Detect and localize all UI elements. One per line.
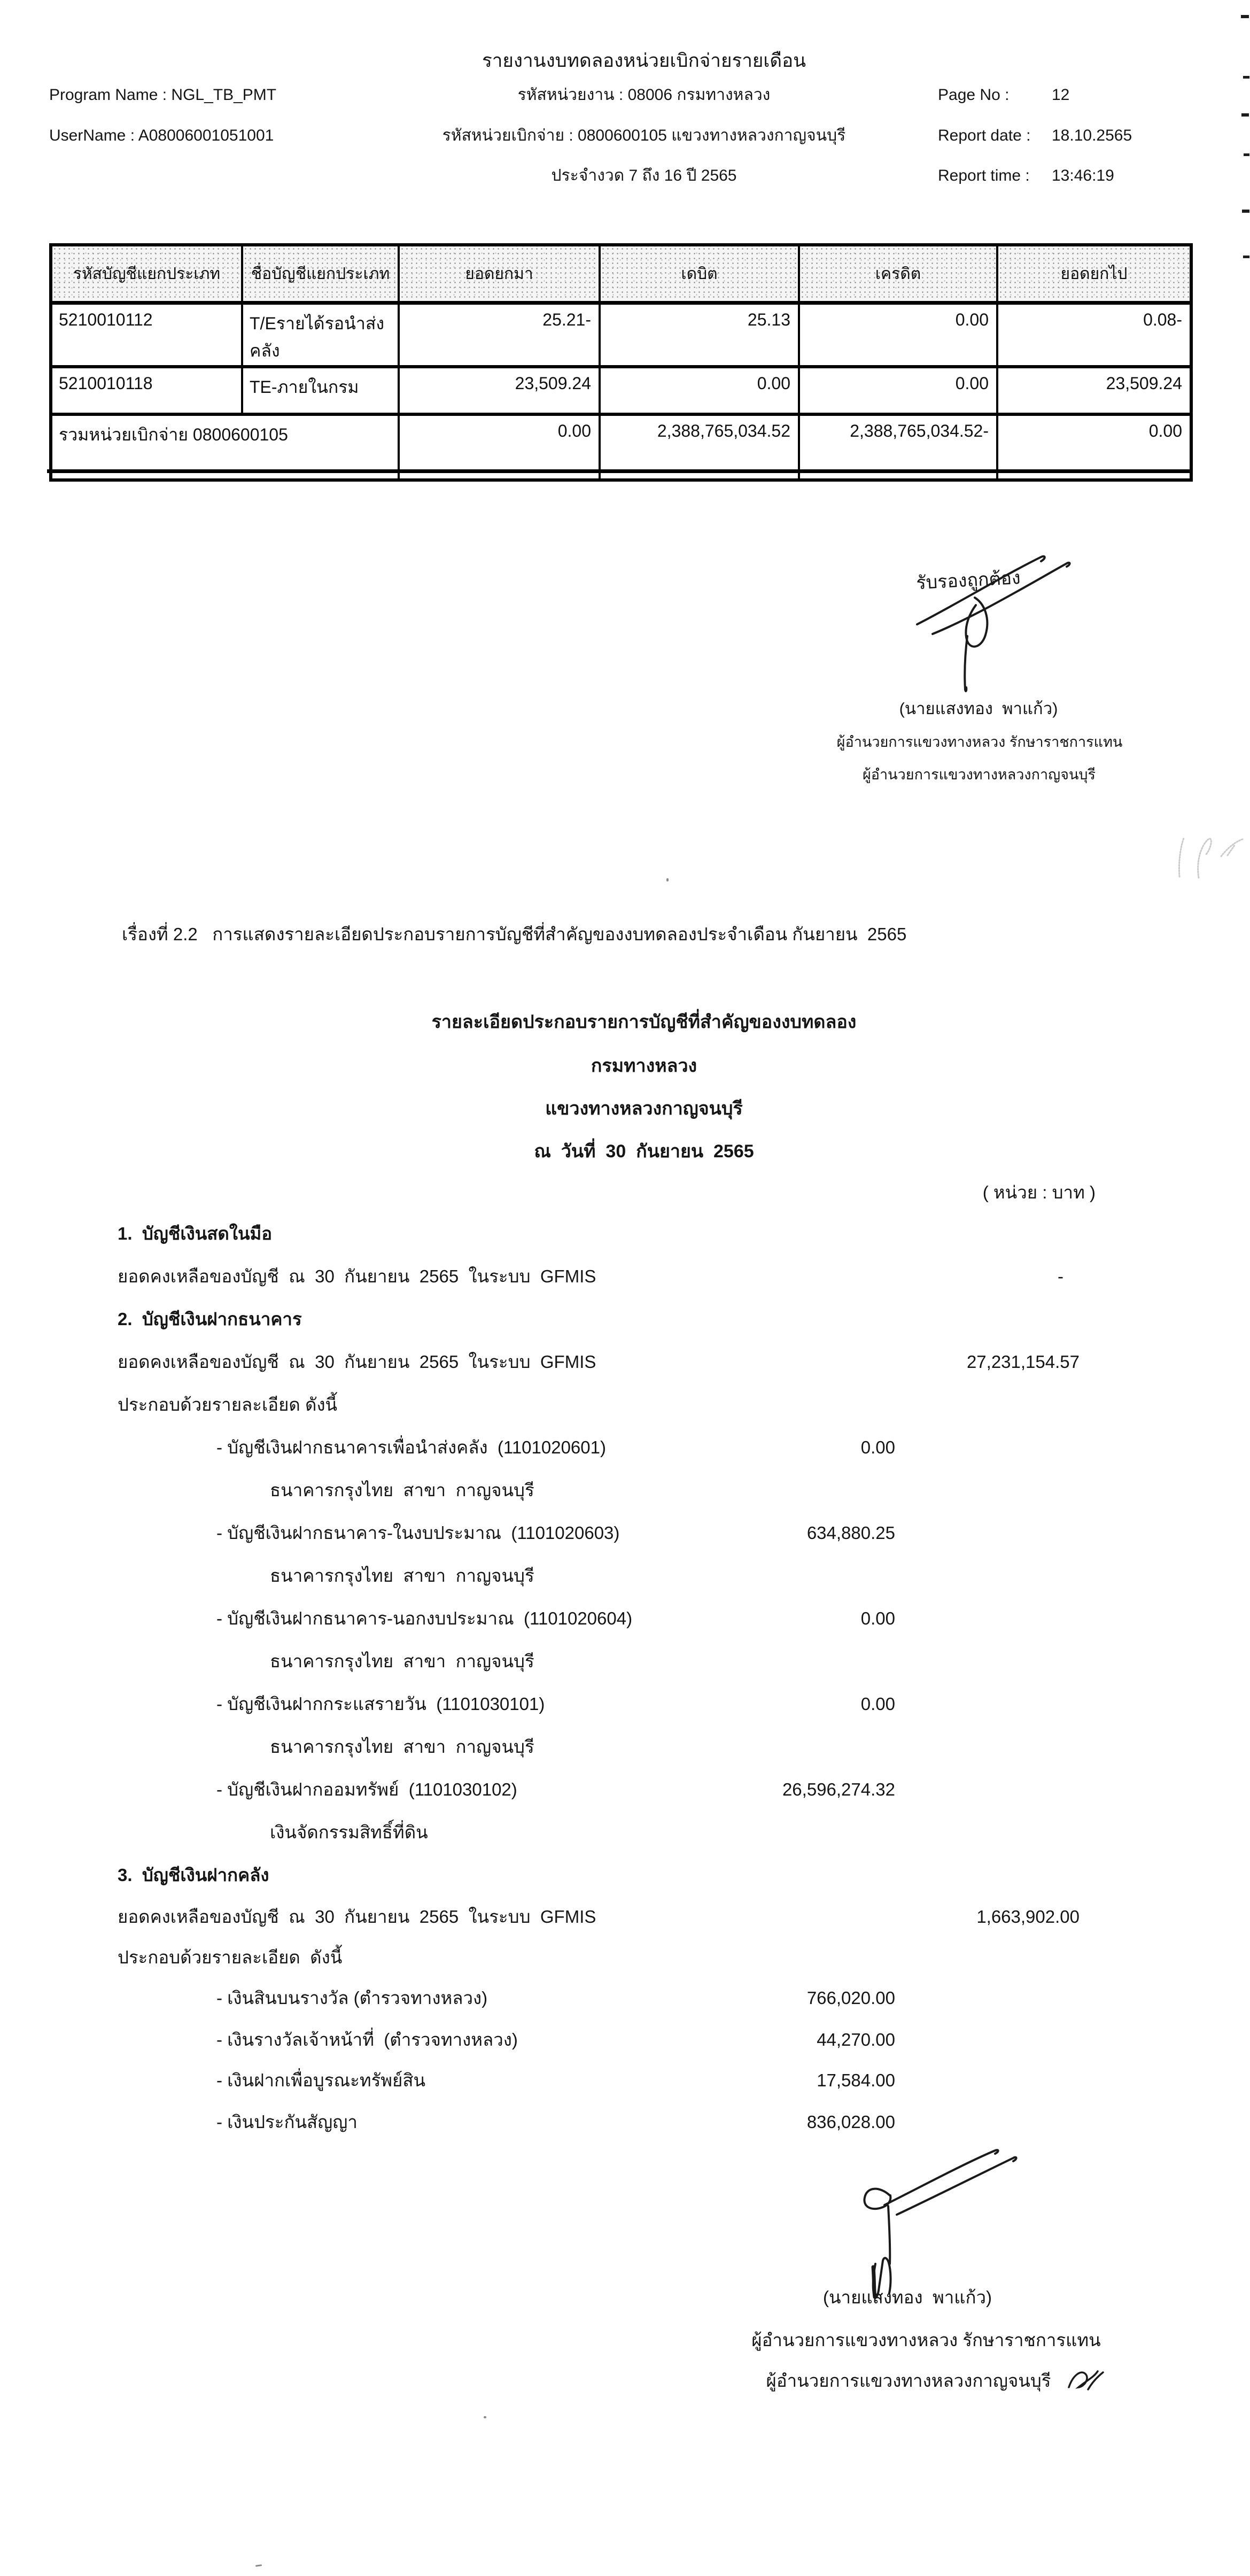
account-item-value: 0.00 xyxy=(860,1437,895,1457)
account-item: - บัญชีเงินฝากออมทรัพย์ (1101030102) xyxy=(216,1780,517,1799)
cell-total-carried-forward: 0.00 xyxy=(997,414,1191,480)
signer-title-1: ผู้อำนวยการแขวงทางหลวง รักษาราชการแทน xyxy=(751,2330,1101,2350)
report-date-value: 18.10.2565 xyxy=(1052,127,1132,144)
col-header-account-name: ชื่อบัญชีแยกประเภท xyxy=(242,245,399,303)
detail-heading-main: รายละเอียดประกอบรายการบัญชีที่สำคัญของงบทดลอง xyxy=(431,1012,857,1032)
report-time-value: 13:46:19 xyxy=(1052,167,1114,184)
page-no-label: Page No : xyxy=(938,86,1010,104)
cell-credit: 0.00 xyxy=(799,367,997,414)
table-bottom-rule xyxy=(47,469,1192,473)
section-1-balance-value: - xyxy=(1058,1266,1063,1286)
cell-account-code: 5210010112 xyxy=(51,303,242,367)
cell-account-name: TE-ภายในกรม xyxy=(242,367,399,414)
section-2-balance-line: ยอดคงเหลือของบัญชี ณ 30 กันยายน 2565 ในระบบ GFMIS xyxy=(118,1352,596,1372)
section-2-balance-value: 27,231,154.57 xyxy=(966,1352,1080,1372)
account-item: - บัญชีเงินฝากกระแสรายวัน (1101030101) xyxy=(216,1694,545,1714)
disburse-unit-line: รหัสหน่วยเบิกจ่าย : 0800600105 แขวงทางหลวงกาญจนบุรี xyxy=(442,127,846,144)
cell-total-brought-forward: 0.00 xyxy=(399,414,600,480)
signer-title-2: ผู้อำนวยการแขวงทางหลวงกาญจนบุรี xyxy=(766,2371,1051,2391)
cell-carried-forward: 23,509.24 xyxy=(997,367,1191,414)
account-item-note: ธนาคารกรุงไทย สาขา กาญจนบุรี xyxy=(270,1566,534,1585)
scan-edge-artifact xyxy=(1241,15,1249,18)
account-item-value: 26,596,274.32 xyxy=(782,1780,895,1799)
account-item: - บัญชีเงินฝากธนาคารเพื่อนำส่งคลัง (1101020601) xyxy=(216,1437,606,1457)
account-item-value: 0.00 xyxy=(860,1608,895,1628)
scan-speck xyxy=(484,2416,486,2418)
certifier-title-1: ผู้อำนวยการแขวงทางหลวง รักษาราชการแทน xyxy=(836,734,1123,750)
scan-speck xyxy=(255,2564,262,2567)
account-item: - เงินสินบนรางวัล (ตำรวจทางหลวง) xyxy=(216,1988,488,2008)
col-header-brought-forward: ยอดยกมา xyxy=(399,245,600,303)
detail-heading-district: แขวงทางหลวงกาญจนบุรี xyxy=(545,1099,743,1119)
account-item: - เงินรางวัลเจ้าหน้าที่ (ตำรวจทางหลวง) xyxy=(216,2030,518,2049)
section-3-balance-value: 1,663,902.00 xyxy=(976,1907,1080,1927)
section-1-title: 1. บัญชีเงินสดในมือ xyxy=(118,1224,273,1243)
certified-correct-stamp: รับรองถูกต้อง xyxy=(915,567,1021,594)
col-header-carried-forward: ยอดยกไป xyxy=(997,245,1191,303)
cell-brought-forward: 23,509.24 xyxy=(399,367,600,414)
trial-balance-table xyxy=(49,243,1193,482)
signature-director-upper xyxy=(903,529,1085,706)
period-line: ประจำงวด 7 ถึง 16 ปี 2565 xyxy=(551,167,737,184)
account-item-note: ธนาคารกรุงไทย สาขา กาญจนบุรี xyxy=(270,1737,534,1757)
cell-credit: 0.00 xyxy=(799,303,997,367)
cell-carried-forward: 0.08- xyxy=(997,303,1191,367)
account-item-value: 766,020.00 xyxy=(806,1988,895,2008)
col-header-credit: เครดิต xyxy=(799,245,997,303)
page-no-value: 12 xyxy=(1052,86,1070,104)
cell-debit: 25.13 xyxy=(600,303,799,367)
table-header-row xyxy=(51,245,1191,303)
section-3-balance-line: ยอดคงเหลือของบัญชี ณ 30 กันยายน 2565 ในระบบ GFMIS xyxy=(118,1907,596,1927)
section-3-title: 3. บัญชีเงินฝากคลัง xyxy=(118,1865,269,1885)
section-3-detail-intro: ประกอบด้วยรายละเอียด ดังนี้ xyxy=(118,1947,343,1967)
account-item: - บัญชีเงินฝากธนาคาร-นอกงบประมาณ (1101020604) xyxy=(216,1608,633,1628)
unit-note: ( หน่วย : บาท ) xyxy=(982,1182,1096,1202)
account-item-value: 836,028.00 xyxy=(806,2112,895,2132)
subject-line: เรื่องที่ 2.2 การแสดงรายละเอียดประกอบรายการบัญชีที่สำคัญของงบทดลองประจำเดือน กันยายน 2565 xyxy=(122,924,907,944)
section-1-balance-line: ยอดคงเหลือของบัญชี ณ 30 กันยายน 2565 ในระบบ GFMIS xyxy=(118,1266,596,1286)
scan-edge-artifact xyxy=(1241,113,1249,117)
account-item-note: ธนาคารกรุงไทย สาขา กาญจนบุรี xyxy=(270,1480,534,1500)
faint-pencil-mark xyxy=(1168,823,1248,887)
cell-total-credit: 2,388,765,034.52- xyxy=(799,414,997,480)
cell-total-debit: 2,388,765,034.52 xyxy=(600,414,799,480)
signature-director-lower xyxy=(834,2130,1026,2301)
section-2-title: 2. บัญชีเงินฝากธนาคาร xyxy=(118,1309,302,1329)
scan-edge-artifact xyxy=(1242,210,1249,213)
detail-heading-date: ณ วันที่ 30 กันยายน 2565 xyxy=(534,1141,754,1162)
account-item-note: เงินจัดกรรมสิทธิ์ที่ดิน xyxy=(270,1822,428,1842)
scan-speck xyxy=(666,878,669,881)
scan-edge-artifact xyxy=(1244,153,1249,156)
certifier-title-2: ผู้อำนวยการแขวงทางหลวงกาญจนบุรี xyxy=(862,767,1096,783)
cell-total-label: รวมหน่วยเบิกจ่าย 0800600105 xyxy=(51,414,399,480)
table-row xyxy=(51,367,1191,414)
signer-name: (นายแสงทอง พาแก้ว) xyxy=(822,2287,992,2307)
account-item-note: ธนาคารกรุงไทย สาขา กาญจนบุรี xyxy=(270,1651,534,1671)
col-header-account-code: รหัสบัญชีแยกประเภท xyxy=(51,245,242,303)
scan-edge-artifact xyxy=(1243,76,1249,79)
account-item: - เงินประกันสัญญา xyxy=(216,2112,358,2132)
signature-initials xyxy=(1062,2356,1111,2399)
user-name: UserName : A08006001051001 xyxy=(49,127,274,144)
account-item-value: 634,880.25 xyxy=(806,1523,895,1543)
account-item: - เงินฝากเพื่อบูรณะทรัพย์สิน xyxy=(216,2070,426,2090)
report-date-label: Report date : xyxy=(938,127,1031,144)
cell-account-code: 5210010118 xyxy=(51,367,242,414)
cell-debit: 0.00 xyxy=(600,367,799,414)
account-item-value: 0.00 xyxy=(860,1694,895,1714)
cell-brought-forward: 25.21- xyxy=(399,303,600,367)
section-2-detail-intro: ประกอบด้วยรายละเอียด ดังนี้ xyxy=(118,1395,338,1414)
report-title: รายงานงบทดลองหน่วยเบิกจ่ายรายเดือน xyxy=(482,50,806,71)
program-name: Program Name : NGL_TB_PMT xyxy=(49,86,277,104)
account-item: - บัญชีเงินฝากธนาคาร-ในงบประมาณ (1101020603) xyxy=(216,1523,620,1543)
account-item-value: 17,584.00 xyxy=(817,2070,895,2090)
col-header-debit: เดบิต xyxy=(600,245,799,303)
table-row xyxy=(51,303,1191,367)
detail-heading-department: กรมทางหลวง xyxy=(591,1056,697,1076)
certifier-name: (นายแสงทอง พาแก้ว) xyxy=(899,699,1058,718)
agency-line: รหัสหน่วยงาน : 08006 กรมทางหลวง xyxy=(517,86,771,104)
report-time-label: Report time : xyxy=(938,167,1030,184)
scan-edge-artifact xyxy=(1243,256,1249,258)
cell-account-name: T/Eรายได้รอนำส่งคลัง xyxy=(242,303,399,367)
account-item-value: 44,270.00 xyxy=(817,2030,895,2049)
